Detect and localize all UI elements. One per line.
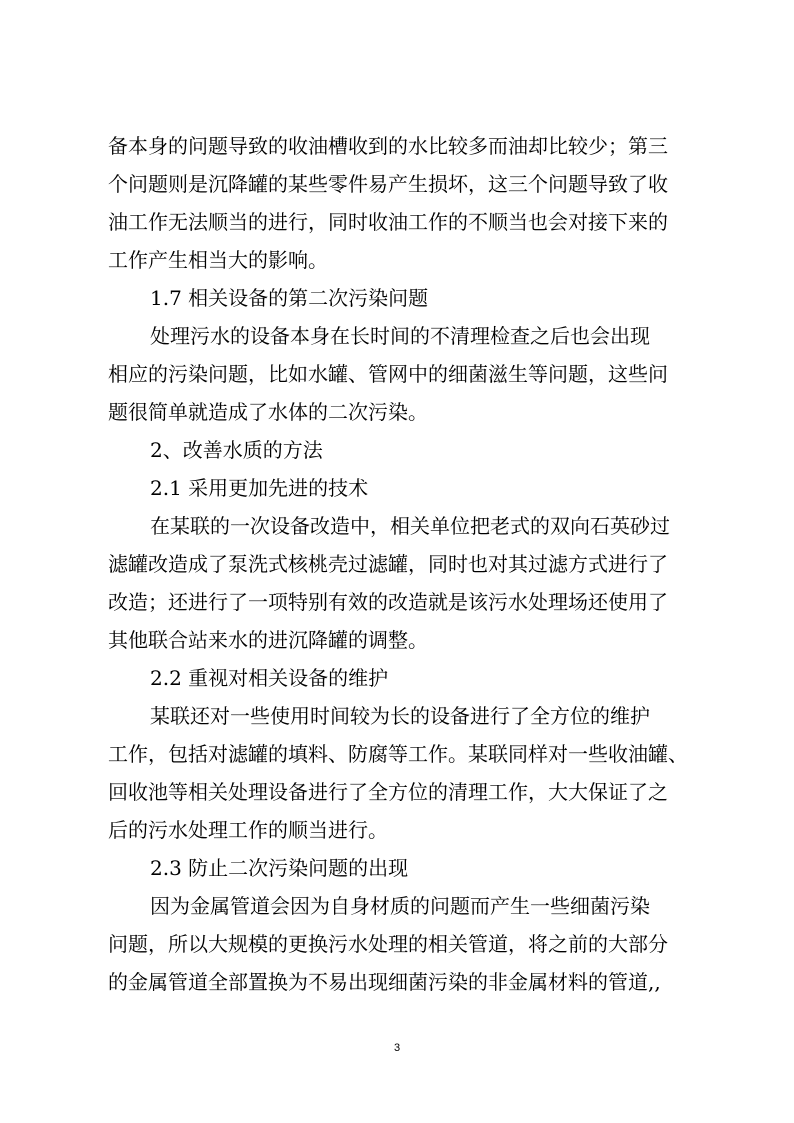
section-heading: 2.2 重视对相关设备的维护: [150, 666, 389, 690]
text-line: 滤罐改造成了泵洗式核桃壳过滤罐，同时也对其过滤方式进行了: [108, 552, 668, 576]
text-line: 后的污水处理工作的顺当进行。: [108, 818, 388, 842]
text-line: 问题，所以大规模的更换污水处理的相关管道，将之前的大部分: [108, 932, 668, 956]
text-line: 备本身的问题导致的收油槽收到的水比较多而油却比较少；第三: [108, 134, 668, 158]
text-line: 处理污水的设备本身在长时间的不清理检查之后也会出现: [150, 324, 650, 348]
text-line: 个问题则是沉降罐的某些零件易产生损坏，这三个问题导致了收: [108, 172, 668, 196]
section-heading: 1.7 相关设备的第二次污染问题: [150, 286, 429, 310]
text-line: 因为金属管道会因为自身材质的问题而产生一些细菌污染: [150, 894, 650, 918]
text-line: 的金属管道全部置换为不易出现细菌污染的非金属材料的管道,,: [108, 970, 661, 994]
text-line: 工作，包括对滤罐的填料、防腐等工作。某联同样对一些收油罐、: [108, 742, 688, 766]
text-line: 相应的污染问题，比如水罐、管网中的细菌滋生等问题，这些问: [108, 362, 668, 386]
text-line: 某联还对一些使用时间较为长的设备进行了全方位的维护: [150, 704, 650, 728]
text-line: 改造；还进行了一项特别有效的改造就是该污水处理场还使用了: [108, 590, 668, 614]
text-line: 在某联的一次设备改造中，相关单位把老式的双向石英砂过: [150, 514, 670, 538]
section-heading: 2.3 防止二次污染问题的出现: [150, 856, 409, 880]
text-line: 题很简单就造成了水体的二次污染。: [108, 400, 428, 424]
section-heading: 2.1 采用更加先进的技术: [150, 476, 369, 500]
text-line: 回收池等相关处理设备进行了全方位的清理工作，大大保证了之: [108, 780, 668, 804]
page-number: 3: [393, 1042, 401, 1054]
text-line: 油工作无法顺当的进行，同时收油工作的不顺当也会对接下来的: [108, 210, 668, 234]
text-line: 工作产生相当大的影响。: [108, 248, 328, 272]
text-line: 其他联合站来水的进沉降罐的调整。: [108, 628, 428, 652]
section-heading: 2、改善水质的方法: [150, 438, 323, 462]
